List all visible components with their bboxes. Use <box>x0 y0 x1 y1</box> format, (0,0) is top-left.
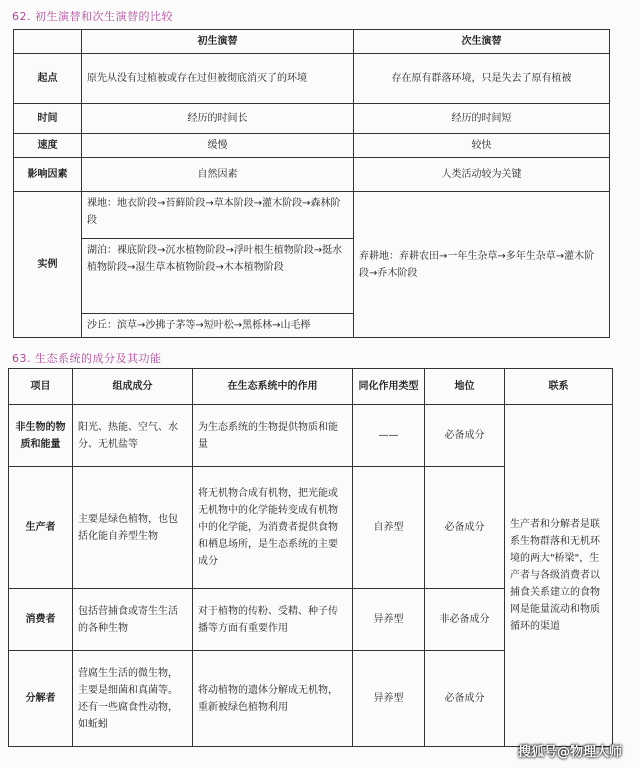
status-cell: 非必备成分 <box>425 589 505 651</box>
status-cell: 必备成分 <box>425 651 505 747</box>
type-cell: 异养型 <box>353 589 425 651</box>
item-label: 分解者 <box>9 651 73 747</box>
composition-cell: 阳光、热能、空气、水分、无机盐等 <box>73 405 193 467</box>
succession-comparison-table <box>13 29 610 338</box>
section2-title: 63. 生态系统的成分及其功能 <box>12 352 162 365</box>
watermark: 搜狐号@物理大师 <box>517 745 622 760</box>
ecosystem-components-table <box>8 368 613 747</box>
status-cell: 必备成分 <box>425 467 505 589</box>
header-composition: 组成成分 <box>73 369 193 405</box>
example-dune: 沙丘：滨草→沙拂子茅等→短叶松→黑栎林→山毛榉 <box>87 320 311 331</box>
status-cell: 必备成分 <box>425 405 505 467</box>
role-cell: 将动植物的遗体分解成无机物，重新被绿色植物利用 <box>193 651 353 747</box>
header-assimilation-type: 同化作用类型 <box>353 369 425 405</box>
header-secondary: 次生演替 <box>354 30 610 54</box>
role-cell: 为生态系统的生物提供物质和能量 <box>193 405 353 467</box>
role-cell: 将无机物合成有机物，把光能或无机物中的化学能转变成有机物中的化学能，为消费者提供食物和栖息场所，是生态系统的主要成分 <box>193 467 353 589</box>
header-empty <box>14 30 82 54</box>
cell-primary: 自然因素 <box>82 158 354 192</box>
header-status: 地位 <box>425 369 505 405</box>
examples-primary <box>82 192 354 338</box>
item-label: 非生物的物质和能量 <box>9 405 73 467</box>
example-lake: 湖泊：裸底阶段→沉水植物阶段→浮叶根生植物阶段→挺水植物阶段→湿生草本植物阶段→木本植物阶段 <box>82 239 353 314</box>
row-label: 起点 <box>14 54 82 104</box>
type-cell: —— <box>353 405 425 467</box>
link-cell: 生产者和分解者是联系生物群落和无机环境的两大"桥梁"，生产者与各级消费者以捕食关系建立的食物网是能量流动和物质循环的渠道 <box>505 405 613 747</box>
role-cell: 对于植物的传粉、受精、种子传播等方面有重要作用 <box>193 589 353 651</box>
cell-secondary: 经历的时间短 <box>354 104 610 134</box>
type-cell: 自养型 <box>353 467 425 589</box>
section1-title: 62. 初生演替和次生演替的比较 <box>12 10 173 23</box>
cell-secondary: 存在原有群落环境，只是失去了原有植被 <box>354 54 610 104</box>
item-label: 生产者 <box>9 467 73 589</box>
cell-secondary: 人类活动较为关键 <box>354 158 610 192</box>
composition-cell: 包括营捕食或寄生生活的各种生物 <box>73 589 193 651</box>
item-label: 消费者 <box>9 589 73 651</box>
row-label: 速度 <box>14 134 82 158</box>
example-abandoned-farmland: 弃耕地：弃耕农田→一年生杂草→多年生杂草→灌木阶段→乔木阶段 <box>354 192 610 338</box>
row-label: 实例 <box>14 192 82 338</box>
header-link: 联系 <box>505 369 613 405</box>
cell-secondary: 较快 <box>354 134 610 158</box>
cell-primary: 原先从没有过植被或存在过但被彻底消灭了的环境 <box>82 54 354 104</box>
row-label: 时间 <box>14 104 82 134</box>
composition-cell: 主要是绿色植物，也包括化能自养型生物 <box>73 467 193 589</box>
header-item: 项目 <box>9 369 73 405</box>
header-primary: 初生演替 <box>82 30 354 54</box>
cell-primary: 经历的时间长 <box>82 104 354 134</box>
type-cell: 异养型 <box>353 651 425 747</box>
row-label: 影响因素 <box>14 158 82 192</box>
header-role: 在生态系统中的作用 <box>193 369 353 405</box>
cell-primary: 缓慢 <box>82 134 354 158</box>
composition-cell: 营腐生生活的微生物，主要是细菌和真菌等。还有一些腐食性动物，如蚯蚓 <box>73 651 193 747</box>
example-bare-land: 裸地：地衣阶段→苔藓阶段→草本阶段→灌木阶段→森林阶段 <box>82 192 353 239</box>
